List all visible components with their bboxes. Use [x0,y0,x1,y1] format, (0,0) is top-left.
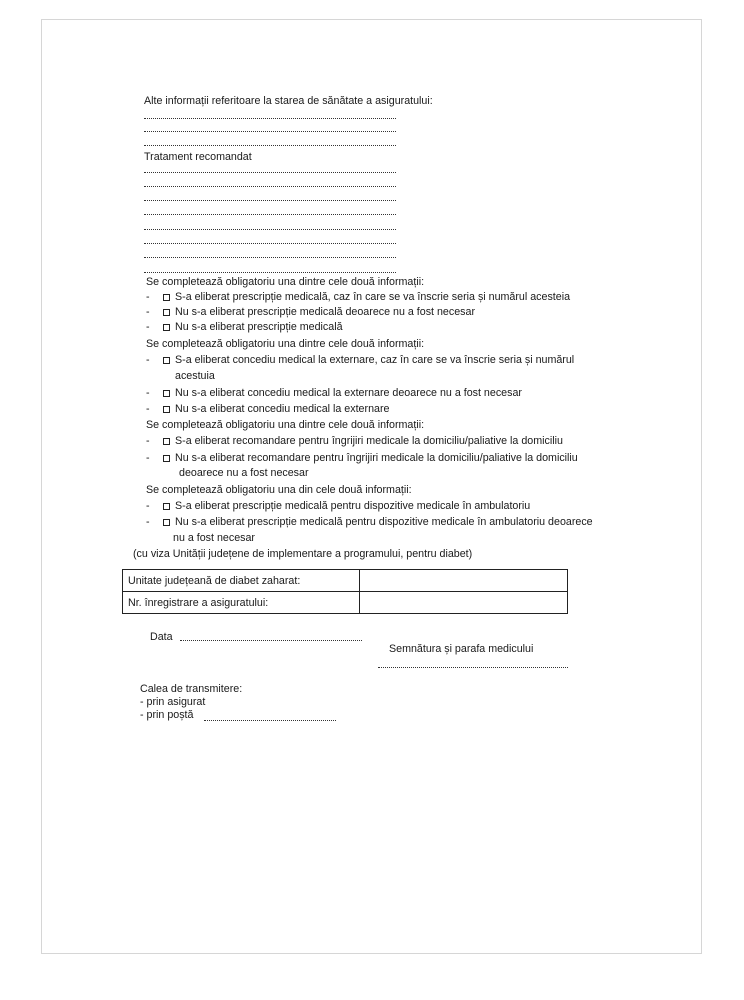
checkbox-icon[interactable] [163,406,170,413]
treatment-line-1[interactable] [144,172,396,173]
group2-option-1-continued: acestuia [175,370,215,382]
group3-heading: Se completează obligatoriu una dintre cele două informații: [146,419,425,431]
table-row [123,570,568,592]
group3-option-2-continued: deoarece nu a fost necesar [179,467,309,479]
checkbox-icon[interactable] [163,455,170,462]
group2-option-2[interactable] [146,387,522,399]
other-info-line-1[interactable] [144,118,396,119]
date-field[interactable] [180,640,362,641]
date-label: Data [150,631,173,643]
treatment-line-4[interactable] [144,214,396,215]
group1-option-2[interactable] [146,306,475,318]
group1-option-1[interactable] [146,291,570,303]
dash-marker: - [146,306,150,318]
other-info-line-3[interactable] [144,145,396,146]
group4-option-2-continued: nu a fost necesar [173,532,255,544]
group2-option-3[interactable] [146,403,389,415]
group1-option-3[interactable] [146,321,343,333]
checkbox-icon[interactable] [163,357,170,364]
dash-marker: - [146,291,150,303]
checkbox-icon[interactable] [163,519,170,526]
treatment-line-6[interactable] [144,243,396,244]
option-text: Nu s-a eliberat concediu medical la externare deoarece nu a fost necesar [175,387,522,399]
treatment-line-2[interactable] [144,186,396,187]
option-text: S-a eliberat prescripție medicală pentru dispozitive medicale în ambulatoriu [175,500,531,512]
treatment-line-5[interactable] [144,229,396,230]
registration-number-field[interactable] [360,592,568,614]
transmission-by-post: - prin poștă [140,709,194,721]
treatment-label: Tratament recomandat [144,151,252,163]
transmission-by-insured: - prin asigurat [140,696,206,708]
dash-marker: - [146,387,150,399]
option-text: Nu s-a eliberat concediu medical la externare [175,403,390,415]
table-row [123,592,568,614]
group2-option-1[interactable] [146,354,574,366]
treatment-line-8[interactable] [144,272,396,273]
treatment-line-7[interactable] [144,257,396,258]
group3-option-1[interactable] [146,435,563,447]
treatment-line-3[interactable] [144,200,396,201]
signature-field[interactable] [378,667,568,668]
group2-heading: Se completează obligatoriu una dintre cele două informații: [146,338,425,350]
other-info-line-2[interactable] [144,131,396,132]
option-text: S-a eliberat concediu medical la externare, caz în care se va înscrie seria și numărul [175,354,575,366]
dash-marker: - [146,516,150,528]
checkbox-icon[interactable] [163,503,170,510]
checkbox-icon[interactable] [163,390,170,397]
group3-option-2[interactable] [146,452,578,464]
option-text: Nu s-a eliberat prescripție medicală [175,321,343,333]
diabetes-unit-table [122,569,568,614]
diabetes-note: (cu viza Unității județene de implementare a programului, pentru diabet) [133,548,473,560]
dash-marker: - [146,435,150,447]
group1-heading: Se completează obligatoriu una dintre cele două informații: [146,276,425,288]
checkbox-icon[interactable] [163,294,170,301]
other-info-label: Alte informații referitoare la starea de sănătate a asiguratului: [144,95,433,107]
dash-marker: - [146,321,150,333]
dash-marker: - [146,403,150,415]
checkbox-icon[interactable] [163,309,170,316]
post-field[interactable] [204,720,336,721]
signature-label: Semnătura și parafa medicului [389,643,534,655]
dash-marker: - [146,500,150,512]
group4-option-2[interactable] [146,516,593,528]
checkbox-icon[interactable] [163,438,170,445]
checkbox-icon[interactable] [163,324,170,331]
registration-number-label: Nr. înregistrare a asiguratului: [123,592,360,614]
option-text: Nu s-a eliberat prescripție medicală deoarece nu a fost necesar [175,306,476,318]
dash-marker: - [146,354,150,366]
option-text: Nu s-a eliberat recomandare pentru îngrijiri medicale la domiciliu/paliative la domiciliu [175,452,578,464]
dash-marker: - [146,452,150,464]
group4-option-1[interactable] [146,500,530,512]
diabetes-unit-label: Unitate județeană de diabet zaharat: [123,570,360,592]
group4-heading: Se completează obligatoriu una din cele două informații: [146,484,412,496]
diabetes-unit-field[interactable] [360,570,568,592]
transmission-label: Calea de transmitere: [140,683,243,695]
option-text: S-a eliberat recomandare pentru îngrijiri medicale la domiciliu/paliative la domiciliu [175,435,563,447]
option-text: Nu s-a eliberat prescripție medicală pentru dispozitive medicale în ambulatoriu deoarece [175,516,593,528]
option-text: S-a eliberat prescripție medicală, caz în care se va înscrie seria și numărul acesteia [175,291,571,303]
